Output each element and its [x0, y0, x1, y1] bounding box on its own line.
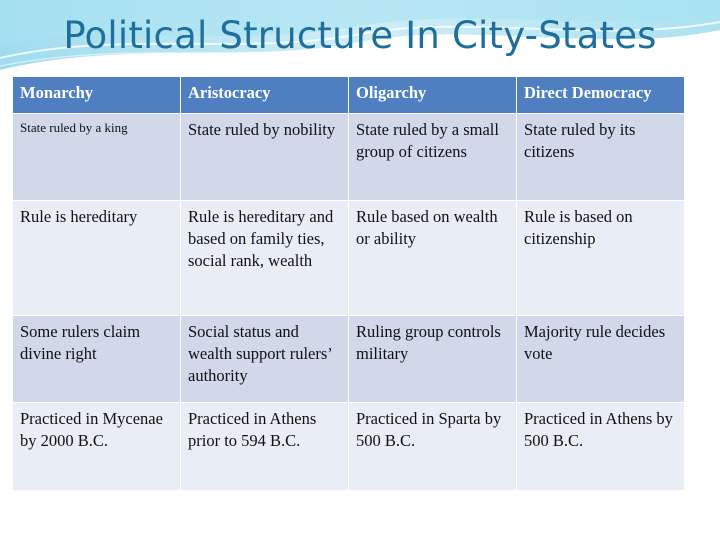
header-monarchy: Monarchy — [13, 77, 181, 114]
slide-title: Political Structure In City-States — [63, 14, 657, 57]
table-cell: Rule is based on citizenship — [517, 201, 685, 316]
table-cell: Some rulers claim divine right — [13, 316, 181, 403]
table-row — [13, 403, 685, 491]
table-cell: Rule is hereditary — [13, 201, 181, 316]
table-cell: Practiced in Athens by 500 B.C. — [517, 403, 685, 491]
table-row — [13, 201, 685, 316]
table-cell: State ruled by its citizens — [517, 114, 685, 201]
table-header-row — [13, 77, 685, 114]
table-cell: Rule based on wealth or ability — [349, 201, 517, 316]
header-oligarchy: Oligarchy — [349, 77, 517, 114]
table-cell: Ruling group controls military — [349, 316, 517, 403]
table-cell: State ruled by a small group of citizens — [349, 114, 517, 201]
table-row — [13, 316, 685, 403]
header-direct-democracy: Direct Democracy — [517, 77, 685, 114]
header-aristocracy: Aristocracy — [181, 77, 349, 114]
table-cell: State ruled by a king — [13, 114, 181, 201]
table-cell: Practiced in Sparta by 500 B.C. — [349, 403, 517, 491]
table-cell: State ruled by nobility — [181, 114, 349, 201]
table-cell: Practiced in Athens prior to 594 B.C. — [181, 403, 349, 491]
table-cell: Majority rule decides vote — [517, 316, 685, 403]
government-types-table — [12, 76, 685, 491]
table-cell: Rule is hereditary and based on family ties, social rank, wealth — [181, 201, 349, 316]
table-row — [13, 114, 685, 201]
table-cell: Practiced in Mycenae by 2000 B.C. — [13, 403, 181, 491]
table-cell: Social status and wealth support rulers’ authority — [181, 316, 349, 403]
